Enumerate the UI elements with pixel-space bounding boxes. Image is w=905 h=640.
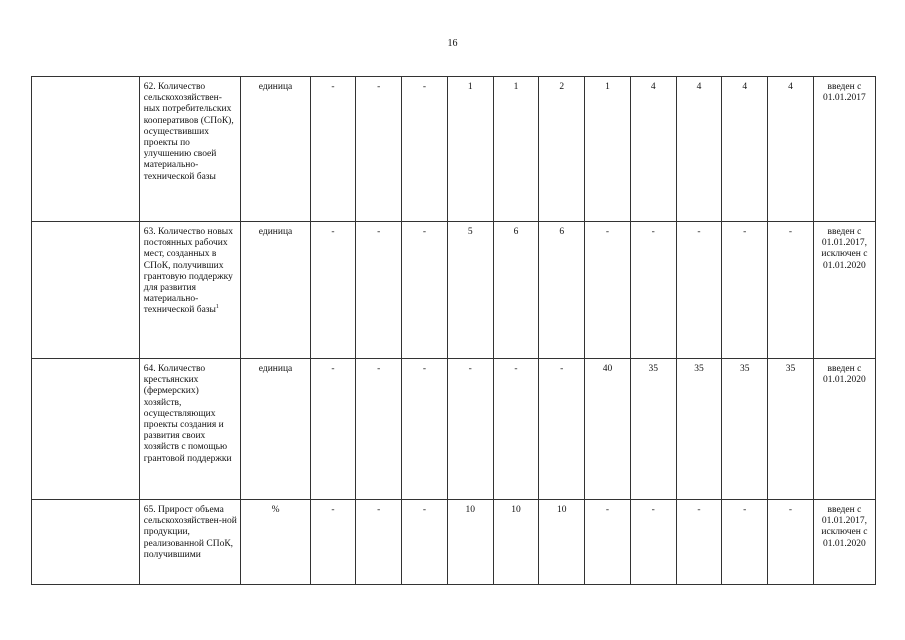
value-cell: 35: [768, 359, 814, 500]
footnote-marker: 1: [215, 304, 219, 311]
note-cell: введен с 01.01.2017, исключен с 01.01.2020: [813, 222, 875, 359]
value-cell: -: [402, 222, 448, 359]
value-cell: 1: [493, 77, 539, 222]
unit-cell: %: [241, 500, 310, 585]
value-cell: -: [356, 359, 402, 500]
note-cell: введен с 01.01.2017: [813, 77, 875, 222]
value-cell: -: [310, 500, 356, 585]
value-cell: -: [402, 77, 448, 222]
table-row: [32, 222, 876, 359]
indicator-name: 64. Количество крестьянских (фермерских) хозяйств, осуществляющих проекты создания и развития своих хозяйств с помощью грантовой поддержки: [139, 359, 241, 500]
value-cell: -: [402, 500, 448, 585]
value-cell: 35: [722, 359, 768, 500]
value-cell: -: [402, 359, 448, 500]
value-cell: 4: [630, 77, 676, 222]
value-cell: -: [768, 500, 814, 585]
value-cell: 35: [630, 359, 676, 500]
value-cell: -: [585, 222, 631, 359]
value-cell: -: [356, 500, 402, 585]
indicator-name: 62. Количество сельскохозяйствен-ных потребительских кооперативов (СПоК), осуществивших проекты по улучшению своей материально-технической базы: [139, 77, 241, 222]
empty-cell: [32, 77, 140, 222]
unit-cell: единица: [241, 222, 310, 359]
table-row: [32, 77, 876, 222]
note-cell: введен с 01.01.2017, исключен с 01.01.2020: [813, 500, 875, 585]
value-cell: 1: [447, 77, 493, 222]
value-cell: -: [722, 222, 768, 359]
note-cell: введен с 01.01.2020: [813, 359, 875, 500]
value-cell: -: [493, 359, 539, 500]
value-cell: 10: [539, 500, 585, 585]
indicator-name: [139, 222, 241, 359]
value-cell: 4: [722, 77, 768, 222]
value-cell: 35: [676, 359, 722, 500]
unit-cell: единица: [241, 77, 310, 222]
value-cell: 1: [585, 77, 631, 222]
empty-cell: [32, 359, 140, 500]
value-cell: -: [585, 500, 631, 585]
indicator-name-text: 63. Количество новых постоянных рабочих мест, созданных в СПоК, получивших грантовую поддержку для развития материально-технической базы: [143, 227, 233, 316]
value-cell: -: [310, 359, 356, 500]
table-row: [32, 500, 876, 585]
value-cell: -: [310, 222, 356, 359]
value-cell: 4: [676, 77, 722, 222]
value-cell: 6: [493, 222, 539, 359]
value-cell: 40: [585, 359, 631, 500]
value-cell: 5: [447, 222, 493, 359]
unit-cell: единица: [241, 359, 310, 500]
empty-cell: [32, 500, 140, 585]
value-cell: -: [447, 359, 493, 500]
value-cell: -: [768, 222, 814, 359]
value-cell: 10: [493, 500, 539, 585]
value-cell: -: [722, 500, 768, 585]
value-cell: -: [539, 359, 585, 500]
indicator-name: 65. Прирост объема сельскохозяйствен-ной продукции, реализованной СПоК, получившими: [139, 500, 241, 585]
table-row: [32, 359, 876, 500]
value-cell: -: [310, 77, 356, 222]
empty-cell: [32, 222, 140, 359]
value-cell: -: [356, 77, 402, 222]
value-cell: 10: [447, 500, 493, 585]
page-number: 16: [447, 38, 458, 49]
indicators-table: [31, 76, 876, 585]
value-cell: 6: [539, 222, 585, 359]
value-cell: -: [630, 222, 676, 359]
value-cell: 2: [539, 77, 585, 222]
value-cell: 4: [768, 77, 814, 222]
value-cell: -: [676, 222, 722, 359]
value-cell: -: [356, 222, 402, 359]
value-cell: -: [676, 500, 722, 585]
value-cell: -: [630, 500, 676, 585]
